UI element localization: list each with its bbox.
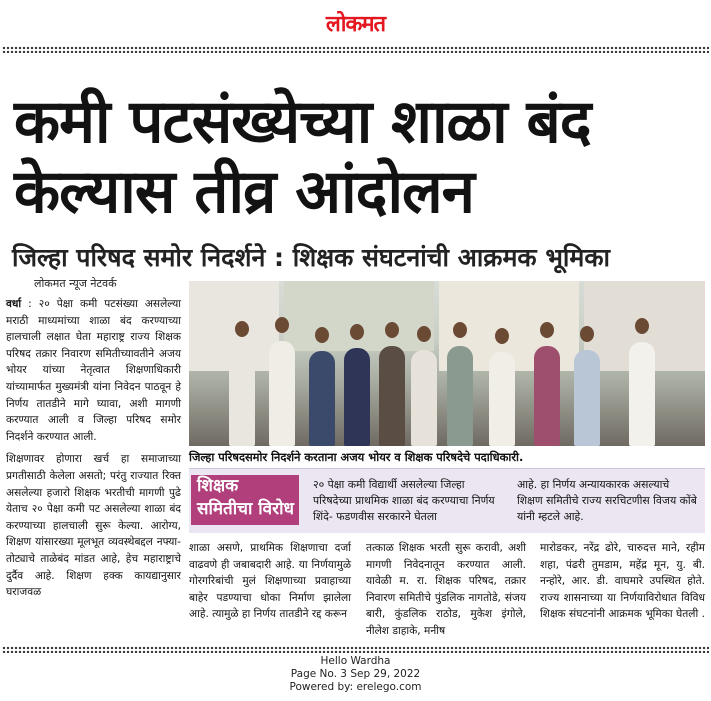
body-column-2: शाळा असणे, प्राथमिक शिक्षणाचा दर्जा वाढवणे ही जबाबदारी आहे. या निर्णयामुळे गोरगरिबांची मुलं शिक्षणाच्या प्रवाहाच्या बाहेर पडण्याचा धोका निर्माण झालेला आहे. त्यामुळे हा निर्णय तातडीने रद्द करून [189, 542, 351, 621]
body-column-3: तत्काळ शिक्षक भरती सुरू करावी, अशी मागणी निवेदनातून करण्यात आली. यावेळी म. रा. शिक्षक परिषद, तक्रार निवारण समितीचे पुंडलिक नागतोडे, संजय बारी, कुंडलिक राठोड, मुकेश इंगोले, नीलेश डाहाके, मनीष [366, 542, 526, 637]
bottom-dotted-rule [2, 646, 709, 653]
masthead-logo [0, 6, 711, 42]
body-column-4: मारोडकर, नरेंद्र ढोरे, चारुदत्त माने, रहीम शहा, पंढरी तुमडाम, महेंद्र मून, यु. बी. नन्होरे, आर. डी. वाघमारे उपस्थित होते. राज्य शासनाच्या या निर्णयाविरोधात विविध शिक्षक संघटनांनी आक्रमक भूमिका घेतली . [540, 542, 705, 621]
sidebar-box-title-line-2: समितीचा विरोध [197, 499, 294, 519]
headline-line-2: केल्यास तीव्र आंदोलन [14, 157, 474, 227]
top-dotted-rule [2, 46, 709, 53]
subheadline: जिल्हा परिषद समोर निदर्शने : शिक्षक संघटनांची आक्रमक भूमिका [12, 243, 611, 272]
footer-page-date: Page No. 3 Sep 29, 2022 [290, 668, 421, 680]
footer-edition: Hello Wardha [320, 655, 391, 667]
sidebar-box-column-1: २० पेक्षा कमी विद्यार्थी असलेल्या जिल्हा परिषदेच्या प्राथमिक शाळा बंद करण्याचा निर्णय शिंदे- फडणवीस सरकारने घेतला [313, 478, 495, 524]
footer-powered-by: Powered by: erelego.com [289, 681, 422, 693]
photo-caption: जिल्हा परिषदसमोर निदर्शने करताना अजय भोयर व शिक्षक परिषदेचे पदाधिकारी. [189, 450, 524, 464]
page-footer [0, 655, 711, 694]
lead-column [6, 296, 181, 601]
protest-photo [189, 281, 705, 446]
sidebar-box-title-line-1: शिक्षक [197, 476, 239, 496]
byline: लोकमत न्यूज नेटवर्क [34, 277, 117, 290]
headline-line-1: कमी पटसंख्येच्या शाळा बंद [14, 87, 591, 157]
dateline: वर्धा [6, 298, 22, 310]
sidebar-box [189, 468, 705, 533]
logo-text: लोकमत [325, 11, 386, 37]
lead-paragraph-1 [6, 296, 181, 445]
sidebar-box-column-2: आहे. हा निर्णय अन्यायकारक असल्याचे शिक्षण समितीचे राज्य सरचिटणीस विजय कोंबे यांनी म्हटले आहे. [517, 478, 697, 524]
sidebar-box-title [191, 475, 299, 525]
lead-paragraph-2: शिक्षणावर होणारा खर्च हा समाजाच्या प्रगतीसाठी केलेला असतो; परंतु राज्यात रिक्त असलेल्या हजारो शिक्षक भरतीची मागणी पुढे येताच २० पेक्षा कमी पट असलेल्या शाळा बंद करण्याच्या हालचाली सुरू केल्या. आरोग्य, शिक्षण यांसारख्या मूलभूत व्यवस्थेबद्दल नफ्या-तोट्याचे ताळेबंद मांडत आहे, हेच महाराष्ट्राचे दुर्दैव आहे. शिक्षण हक्क कायद्यानुसार घराजवळ [6, 453, 181, 599]
lead-paragraph-1-text: : २० पेक्षा कमी पटसंख्या असलेल्या मराठी माध्यमांच्या शाळा बंद करण्याच्या हालचाली लक्षात घेता महाराष्ट्र राज्य शिक्षक परिषद तक्रार निवारण समितीच्यावतीने अजय भोयर यांच्या नेतृत्वात शिक्षणाधिकारी यांच्यामार्फत मुख्यमंत्री यांना निवेदन पाठवून हे निर्णय तातडीने मागे घ्यावा, अशी मागणी करण्यात आली व जिल्हा परिषद समोर निदर्शने करण्यात आली. [6, 298, 181, 443]
